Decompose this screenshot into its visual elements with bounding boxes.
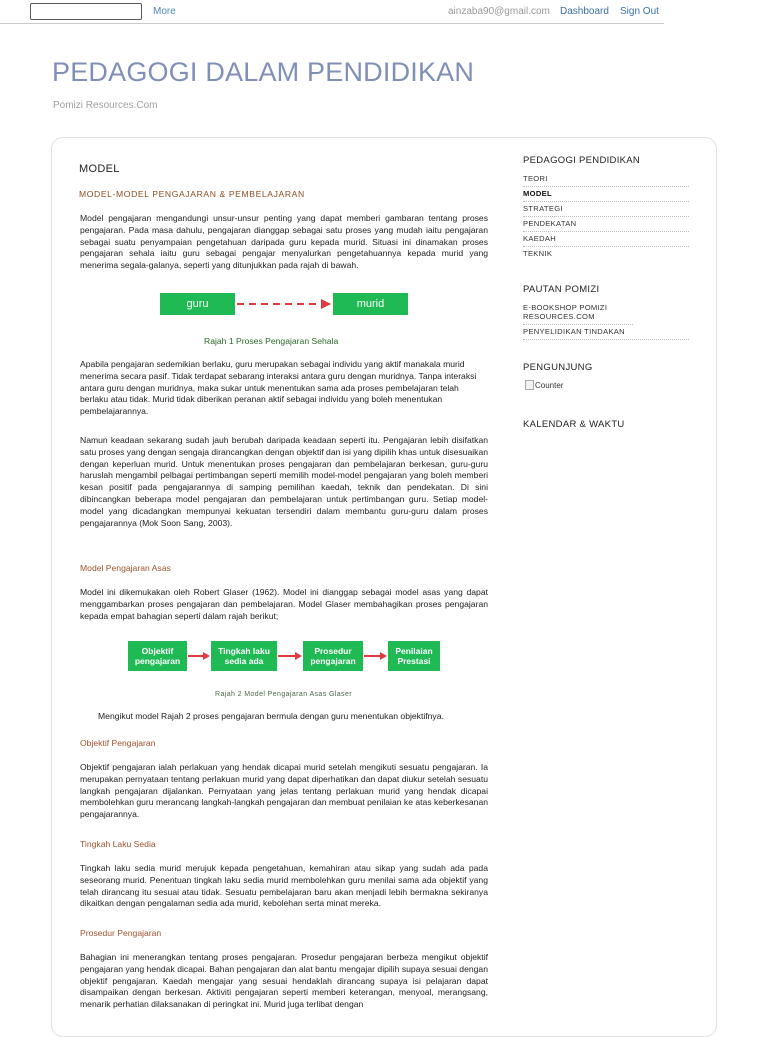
heading-objektif: Objektif Pengajaran [80, 738, 156, 748]
heading-tingkah-laku: Tingkah Laku Sedia [80, 839, 156, 849]
paragraph-3: Namun keadaan sekarang sudah jauh berubah daripada keadaan seperti itu. Pengajaran lebih disifatkan satu proses yang dengan sengaja dirancangkan dengan objektif dan isi yang dipilih khas untuk disesuaikan dengan keperluan murid. Untuk menentukan proses pengajaran dan pembelajaran berkesan, guru-guru haruslah mengambil pelbagai pertimbangan seperti memilih model-model pengajaran yang boleh memberi kesan positif pada pengajarannya di samping pemilihan kaedah, teknik dan pendekatan. Di sini dibincangkan beberapa model pengajaran dan pembelajaran untuk pertimbangan guru. Setiap model-model yang dicadangkan mempunyai kekuatan tersendiri dalam membantu guru-guru dalam proses pengajarannya (Mok Soon Sang, 2003). [80, 435, 489, 528]
post-subtitle: MODEL-MODEL PENGAJARAN & PEMBELAJARAN [79, 189, 305, 199]
sidebar-link-ebookshop[interactable]: E-BOOKSHOP POMIZI RESOURCES.COM [523, 301, 633, 325]
figure2-arrow-3 [363, 650, 388, 662]
sidebar-heading-kalendar: KALENDAR & WAKTU [523, 419, 625, 430]
paragraph-intro: Model pengajaran mengandungi unsur-unsur penting yang dapat memberi gambaran tentang proses pengajaran. Pada masa dahulu, pengajaran dianggap sebagai satu proses yang mudah iaitu pengajaran sebagai suatu penyampaian pengetahuan daripada guru kepada murid. Situasi ini dinamakan proses pengajaran sehala iaitu guru sebagai pengajar menyalurkan pengetahuannya kepada murid yang menerima segala-galanya, seperti yang ditunjukkan pada rajah di bawah. [80, 213, 488, 271]
figure2-box-tingkah-laku [211, 641, 277, 671]
figure2-box-penilaian-line1: Penilaian [395, 646, 433, 656]
search-input[interactable] [30, 3, 142, 20]
sidebar-item-model[interactable]: MODEL [523, 187, 689, 202]
user-email: ainzaba90@gmail.com [448, 6, 550, 17]
sign-out-link[interactable]: Sign Out [620, 6, 659, 17]
blog-description: Pomizi Resources.Com [53, 100, 158, 111]
figure2-box-tingkah-line1: Tingkah laku [218, 646, 270, 656]
figure2-box-tingkah-line2: sedia ada [224, 656, 264, 666]
dashboard-link[interactable]: Dashboard [560, 6, 609, 17]
figure1-arrow [235, 296, 333, 312]
visitor-counter [525, 380, 563, 390]
figure2-arrow-2 [277, 650, 303, 662]
paragraph-6: Objektif pengajaran ialah perlakuan yang hendak dicapai murid setelah mengikuti sesuatu pengajaran. Ia merupakan pernyataan tentang perlakuan murid yang dapat diperhatikan dan dapat diukur setelah sesuatu langkah pengajaran dijalankan. Pernyataan yang jelas tentang perlakuan murid yang hendak dicapai membolehkan guru merancang langkah-langkah pengajaran dan membuat penilaian ke atas keberkesanan pengajarannya. [80, 762, 488, 820]
sidebar-pautan-list [523, 301, 689, 340]
sidebar-pedagogi-list [523, 172, 689, 261]
broken-image-icon [525, 380, 534, 390]
figure1-murid-box: murid [333, 293, 408, 315]
post-title[interactable]: MODEL [79, 163, 120, 175]
figure1-guru-box: guru [160, 293, 235, 315]
sidebar-item-pendekatan[interactable]: PENDEKATAN [523, 217, 689, 232]
figure2-box-penilaian [388, 641, 440, 671]
figure2-box-objektif [128, 641, 187, 671]
heading-model-asas: Model Pengajaran Asas [80, 563, 171, 573]
figure2-box-penilaian-line2: Prestasi [397, 656, 431, 666]
sidebar-heading-pengunjung: PENGUNJUNG [523, 362, 593, 373]
counter-alt-text: Counter [535, 380, 564, 390]
sidebar-heading-pautan: PAUTAN POMIZI [523, 284, 600, 295]
sidebar-heading-pedagogi: PEDAGOGI PENDIDIKAN [523, 155, 641, 166]
paragraph-2: Apabila pengajaran sedemikian berlaku, guru merupakan sebagai individu yang aktif manakala murid menerima secara pasif. Tidak terdapat sebarang interaksi antara guru dengan muridnya. Tanpa interaksi antara guru dengan muridnya, maka sukar untuk menentukan sama ada proses pembelajaran telah berlaku atau tidak. Murid tidak diberikan peranan aktif sebagai individu yang boleh menentukan pembelajarannya. [80, 359, 477, 417]
sidebar-item-kaedah[interactable]: KAEDAH [523, 232, 689, 247]
paragraph-4: Model ini dikemukakan oleh Robert Glaser (1962). Model ini dianggap sebagai model asas yang dapat menggambarkan proses pengajaran dan pembelajaran. Model Glaser membahagikan proses pengajaran kepada empat bahagian seperti dalam rajah berikut; [80, 587, 488, 621]
heading-prosedur: Prosedur Pengajaran [80, 928, 162, 938]
more-link[interactable]: More [153, 6, 176, 17]
paragraph-7: Tingkah laku sedia murid merujuk kepada pengetahuan, kemahiran atau sikap yang sudah ada pada seseorang murid. Penentuan tingkah laku sedia murid membolehkan guru menilai sama ada objektif yang telah dirancang itu sesuai atau tidak. Sesuatu pembelajaran baru akan menjadi lebih bermakna sekiranya dikaitkan dengan pengalaman sedia ada murid, kebolehan serta minat mereka. [80, 863, 488, 909]
figure2-box-objektif-line1: Objektif [141, 646, 174, 656]
figure2-box-prosedur-line1: Prosedur [314, 646, 352, 656]
sidebar-item-teori[interactable]: TEORI [523, 172, 689, 187]
navbar [0, 0, 664, 24]
figure2-caption: Rajah 2 Model Pengajaran Asas Glaser [215, 691, 352, 698]
sidebar-link-penyelidikan[interactable]: PENYELIDIKAN TINDAKAN [523, 325, 689, 340]
figure1-caption: Rajah 1 Proses Pengajaran Sehala [204, 336, 339, 346]
figure2-arrow-1 [187, 650, 211, 662]
blog-title[interactable]: PEDAGOGI DALAM PENDIDIKAN [52, 57, 475, 87]
figure2-box-prosedur-line2: pengajaran [310, 656, 356, 666]
sidebar-item-strategi[interactable]: STRATEGI [523, 202, 689, 217]
paragraph-8: Bahagian ini menerangkan tentang proses pengajaran. Prosedur pengajaran berbeza mengikut objektif pengajaran yang hendak dicapai. Bahan pengajaran dan alat bantu mengajar dipilih supaya sesuai dengan objektif pengajaran. Kaedah mengajar yang sesuai hendaklah dirancang supaya isi pelajaran dapat disampaikan dengan berkesan. Aktiviti pengajaran seperti memberi keterangan, menyoal, merangsang, menarik perhatian dilaksanakan di peringkat ini. Murid juga terlibat dengan [80, 952, 488, 1010]
paragraph-5: Mengikut model Rajah 2 proses pengajaran bermula dengan guru menentukan objektifnya. [98, 711, 444, 721]
figure2-box-objektif-line2: pengajaran [134, 656, 181, 666]
figure2-box-prosedur [303, 641, 363, 671]
sidebar-item-teknik[interactable]: TEKNIK [523, 249, 553, 258]
